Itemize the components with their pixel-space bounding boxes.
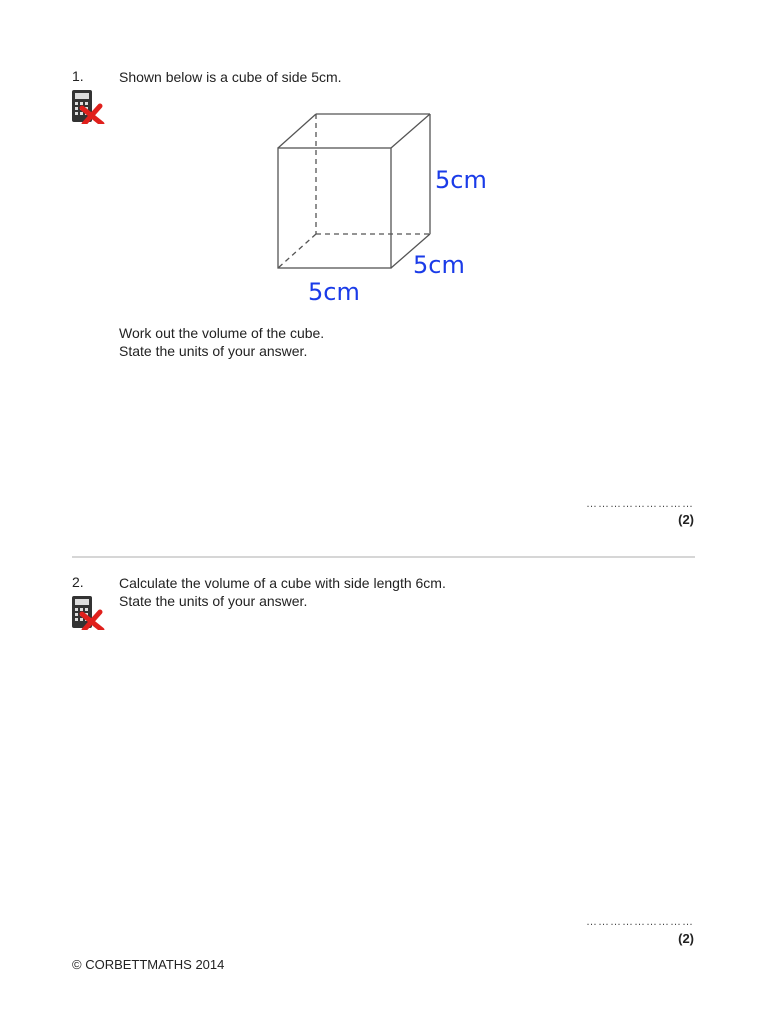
question-2-line-1: Calculate the volume of a cube with side length 6cm. (119, 575, 446, 591)
question-2-text (119, 574, 446, 610)
cube-front-face (278, 148, 391, 268)
cube-depth-label: 5cm (413, 251, 465, 279)
cube-diagram (270, 105, 510, 310)
question-1-marks: (2) (678, 512, 694, 527)
question-1-number: 1. (72, 68, 84, 84)
question-2-line-2: State the units of your answer. (119, 593, 308, 609)
question-1-line-1: Work out the volume of the cube. (119, 325, 325, 341)
question-1-instruction (119, 324, 324, 360)
no-calculator-icon (70, 594, 106, 630)
question-2-answer-line[interactable]: ……………………… (586, 916, 694, 928)
question-2-number: 2. (72, 574, 84, 590)
question-2-marks: (2) (678, 931, 694, 946)
question-1-line-2: State the units of your answer. (119, 343, 308, 359)
no-calculator-icon (70, 88, 106, 124)
cube-width-label: 5cm (308, 278, 360, 306)
question-1-answer-line[interactable]: ……………………… (586, 498, 694, 510)
cube-hidden-edges (278, 114, 430, 268)
cube-height-label: 5cm (435, 166, 487, 194)
question-1-intro: Shown below is a cube of side 5cm. (119, 69, 342, 85)
footer-copyright: © CORBETTMATHS 2014 (72, 957, 225, 972)
question-divider (72, 556, 695, 558)
